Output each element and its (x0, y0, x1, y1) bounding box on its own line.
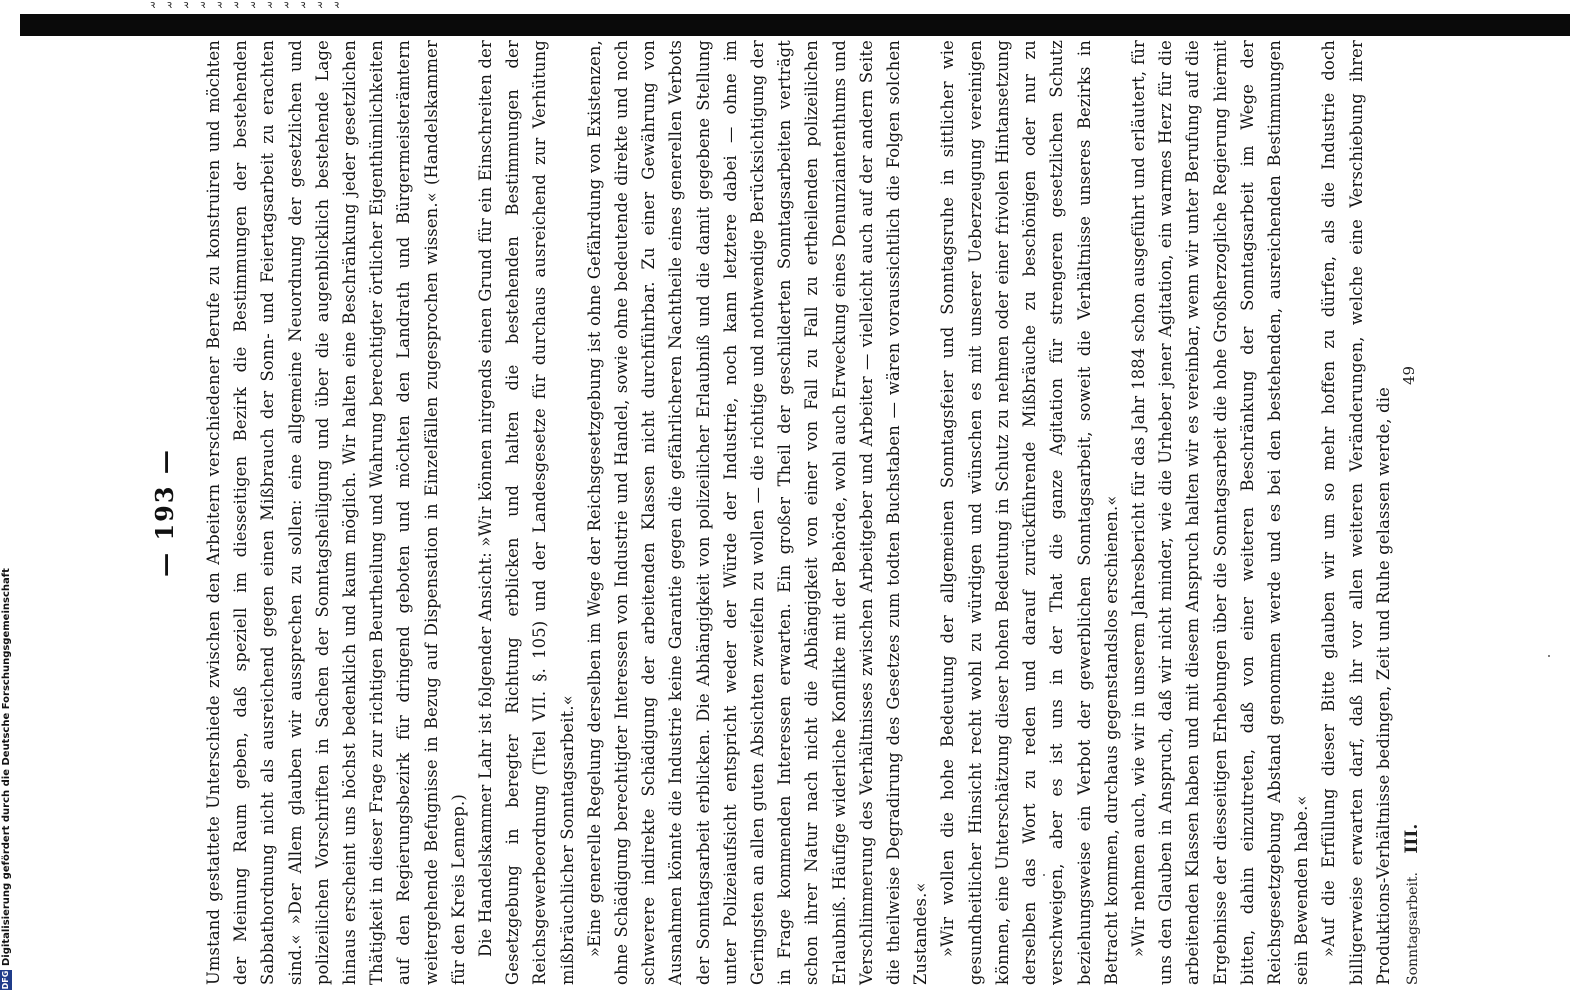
scan-border-bar (20, 14, 1570, 36)
paragraph: »Wir nehmen auch, wie wir in unserem Jahresbericht für das Jahr 1884 schon ausgeführt und erläutert, für uns den Glauben in Anspruch, daß wir nicht minder, wie die Urheber jener Agitation, ein warmes Herz für die arbeitenden Klassen haben und mit diesem Anspruch halten wir es vereinbar, wenn wir unter Berufung auf die Ergebnisse der diesseitigen Erhebungen über die Sonntagsarbeit die hohe Großherzogliche Regierung hiermit bitten, dahin einzutreten, daß von einer weiteren Beschränkung der Sonntagsarbeit im Wege der Reichsgesetzgebung Abstand genommen werde und es bei den bestehenden, ausreichenden Bestimmungen sein Bewenden habe.« (1128, 40, 1312, 985)
digitization-credit (0, 0, 16, 1000)
sheet-roman-numeral: III. (1402, 823, 1422, 854)
paragraph: »Auf die Erfüllung dieser Bitte glauben wir um so mehr hoffen zu dürfen, als die Industrie doch billigerweise erwarten darf, daß ihr vor allen weiteren Veränderungen, welche eine Verschiebung ihrer Produktions-Verhältnisse bedingen, Zeit und Ruhe gelassen werde, die (1319, 40, 1393, 985)
paragraph: »Eine generelle Regelung derselben im Wege der Reichsgesetzgebung ist ohne Gefährdung von Existenzen, ohne Schädigung berechtigter Interessen von Industrie und Handel, sowie ohne bedeutende direkte und noch schwerere indirekte Schädigung der arbeitenden Klassen nicht durchführbar. Zu einer Gewährung von Ausnahmen könnte die Industrie keine Garantie gegen die gefährlicheren Nachtheile eines generellen Verbots der Sonntagsarbeit erblicken. Die Abhängigkeit von polizeilicher Erlaubniß und die damit gegebene Stellung unter Polizeiaufsicht entspricht weder der Würde der Industrie, noch kann letztere dabei — ohne im Geringsten an allen guten Absichten zweifeln zu wollen — die richtige und nothwendige Berücksichtigung der in Frage kommenden Interessen erwarten. Ein großer Theil der geschilderten Sonntagsarbeiten verträgt schon ihrer Natur nach nicht die Abhängigkeit von einer von Fall zu Fall zu ertheilenden polizeilichen Erlaubniß. Häufige widerliche Konflikte mit der Behörde, wohl auch Erweckung eines Denunziantenthums und Verschlimmerung des Verhältnisses zwischen Arbeitgeber und Arbeiter — vielleicht auch auf der andern Seite die theilweise Degradirung des Gesetzes zum todten Buchstaben — wären voraussichtlich die Folgen solchen Zustandes.« (584, 40, 931, 985)
sheet-number: 49 (1400, 365, 1418, 385)
paragraph: Umstand gestattete Unterschiede zwischen den Arbeitern verschiedener Berufe zu konstruiren und möchten der Meinung Raum geben, daß speziell im diesseitigen Bezirk die Bestimmungen der bestehenden Sabbathordnung nicht als ausreichend gegen einen Mißbrauch der Sonn- und Feiertagsarbeit zu erachten sind.« »Der Allem glauben wir aussprechen zu sollen: eine allgemeine Neuordnung der gesetzlichen und polizeilichen Vorschriften in Sachen der Sonntagsheiligung und über die augenblicklich bestehende Lage hinaus erscheint uns höchst bedenklich und kaum möglich. Wir halten eine Beschränkung jeder gesetzlichen Thätigkeit in dieser Frage zur richtigen Beurtheilung und Wahrung berechtigter örtlicher Eigenthümlichkeiten auf den Regierungsbezirk für dringend geboten und möchten den Landrath und Bürgermeisterämtern weitergehende Befugnisse in Bezug auf Dispensation in Einzelfällen zugesprochen wissen.« (Handelskammer für den Kreis Lennep.) (204, 40, 468, 985)
page-body (150, 40, 1460, 985)
page-number: — 193 — (150, 448, 179, 577)
page-content (150, 40, 1460, 985)
signature-title: Sonntagsarbeit. (1405, 871, 1421, 985)
scan-speck (1548, 655, 1550, 657)
paragraph: »Wir wollen die hohe Bedeutung der allgemeinen Sonntagsfeier und Sonntagsruhe in sittlicher wie gesundheitlicher Hinsicht recht wohl zu würdigen und wünschen es mit unserer Ueberzeugung vereinigen können, eine Unterschätzung dieser hohen Bedeutung in Schutz zu nehmen oder einer frivolen Hintansetzung derselben das Wort zu reden und darauf zurückführende Mißbräuche zu beschönigen oder nur zu verschweigen, aber es ist uns in der That die ganze Agitation für strengeren gesetzlichen Schutz beziehungsweise ein Verbot der gewerblichen Sonntagsarbeit, soweit die Verhältnisse unseres Bezirks in Betracht kommen, durchaus gegenstandslos erschienen.« (938, 40, 1121, 985)
scan-speck (1043, 874, 1045, 876)
credit-text: Digitalisierung gefördert durch die Deutsche Forschungsgemeinschaft (1, 568, 12, 966)
body-text (200, 40, 1393, 985)
dfg-logo-icon: DFG (1, 970, 10, 990)
page-footer (1398, 40, 1428, 985)
paragraph: Die Handelskammer Lahr ist folgender Ansicht: »Wir können nirgends einen Grund für ein Einschreiten der Gesetzgebung in beregter Richtung erblicken und halten die bestehenden Bestimmungen der Reichsgewerbeordnung (Titel VII. §. 105) und der Landesgesetze für durchaus ausreichend zur Verhütung mißbräuchlicher Sonntagsarbeit.« (476, 40, 577, 985)
top-edge-text-fragment: ꝛ ꝛ ꝛ ꝛ ꝛ ꝛ ꝛ ꝛ ꝛ ꝛ ꝛ ꝛ (150, 0, 344, 11)
credit-line (0, 568, 16, 990)
rotated-page-frame (150, 40, 1460, 985)
signature-mark (1402, 824, 1422, 985)
